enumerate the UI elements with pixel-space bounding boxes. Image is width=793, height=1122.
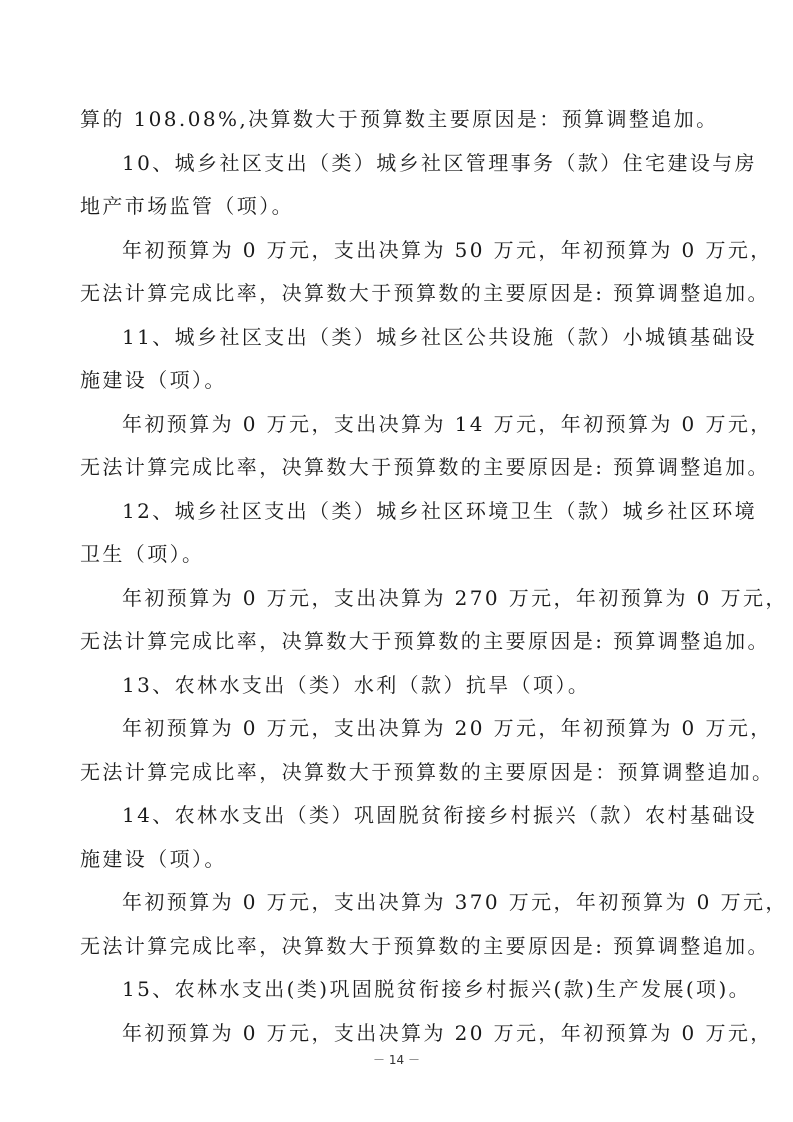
text-line-5: 无法计算完成比率，决算数大于预算数的主要原因是: 预算调整追加。 (80, 281, 770, 305)
text-line-15: 年初预算为 0 万元，支出决算为 20 万元，年初预算为 0 万元， (122, 716, 773, 740)
text-line-21: 15、农林水支出(类)巩固脱贫衔接乡村振兴(款)生产发展(项)。 (122, 977, 752, 1001)
text-line-3: 地产市场监管（项）。 (80, 194, 294, 218)
text-line-17: 14、农林水支出（类）巩固脱贫衔接乡村振兴（款）农村基础设 (122, 803, 758, 827)
text-line-4: 年初预算为 0 万元，支出决算为 50 万元，年初预算为 0 万元， (122, 238, 773, 262)
text-line-9: 无法计算完成比率，决算数大于预算数的主要原因是: 预算调整追加。 (80, 455, 770, 479)
text-line-18: 施建设（项）。 (80, 847, 227, 871)
page-number: － 14 － (373, 1053, 420, 1067)
text-line-16: 无法计算完成比率，决算数大于预算数的主要原因是：预算调整追加。 (80, 760, 775, 784)
text-line-6: 11、城乡社区支出（类）城乡社区公共设施（款）小城镇基础设 (122, 325, 758, 349)
text-line-19: 年初预算为 0 万元，支出决算为 370 万元，年初预算为 0 万元， (122, 890, 788, 914)
text-line-1: 算的 108.08%,决算数大于预算数主要原因是：预算调整追加。 (80, 107, 719, 131)
text-line-10: 12、城乡社区支出（类）城乡社区环境卫生（款）城乡社区环境 (122, 499, 758, 523)
text-line-2: 10、城乡社区支出（类）城乡社区管理事务（款）住宅建设与房 (122, 151, 758, 175)
text-line-7: 施建设（项）。 (80, 368, 227, 392)
text-line-13: 无法计算完成比率，决算数大于预算数的主要原因是: 预算调整追加。 (80, 629, 770, 653)
text-line-22: 年初预算为 0 万元，支出决算为 20 万元，年初预算为 0 万元， (122, 1021, 773, 1045)
text-line-11: 卫生（项）。 (80, 542, 205, 566)
text-line-14: 13、农林水支出（类）水利（款）抗旱（项）。 (122, 673, 591, 697)
text-line-20: 无法计算完成比率，决算数大于预算数的主要原因是: 预算调整追加。 (80, 934, 770, 958)
text-line-8: 年初预算为 0 万元，支出决算为 14 万元，年初预算为 0 万元， (122, 412, 773, 436)
text-line-12: 年初预算为 0 万元，支出决算为 270 万元，年初预算为 0 万元， (122, 586, 788, 610)
